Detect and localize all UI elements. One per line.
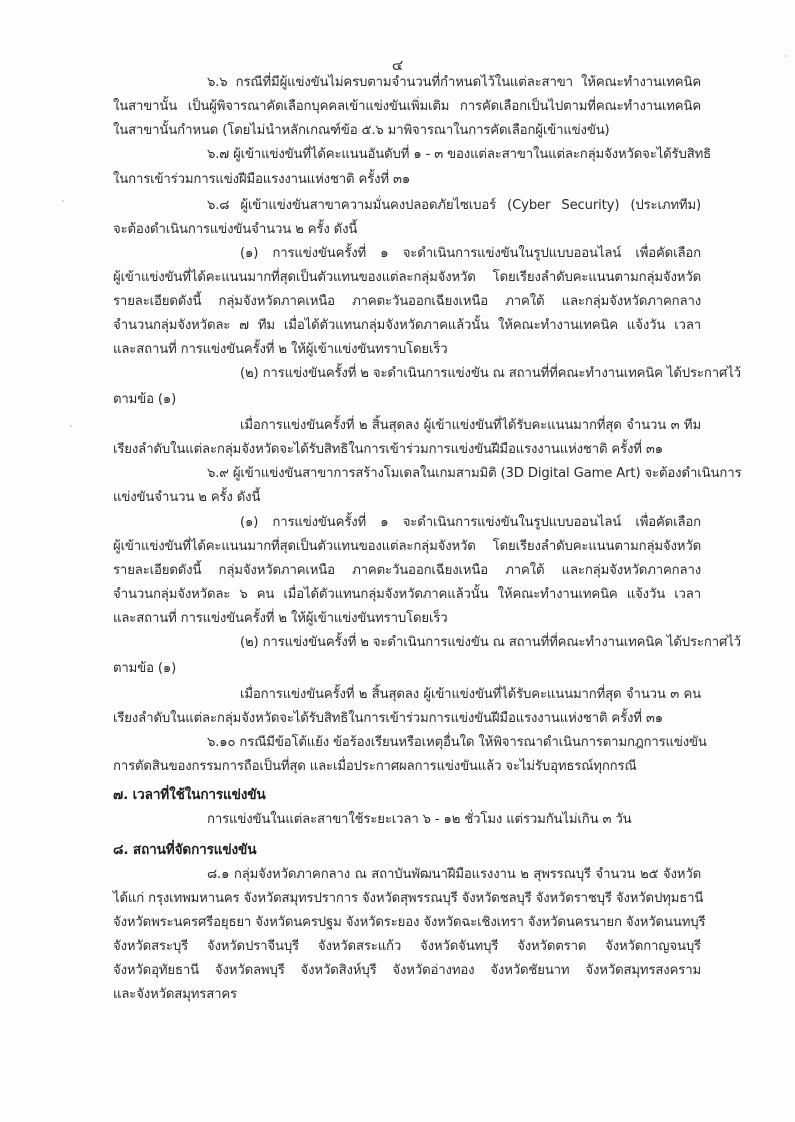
scan-speck [62, 200, 64, 202]
item-8-1-line-2: ได้แก่ กรุงเทพมหานคร จังหวัดสมุทรปราการ จังหวัดสุพรรณบุรี จังหวัดชลบุรี จังหวัดราชบุรี จังหวัดปทุมธานี [113, 891, 704, 906]
item-6-9-sub1-line-1: (๑) การแข่งขันครั้งที่ ๑ จะดำเนินการแข่งขันในรูปแบบออนไลน์ เพื่อคัดเลือก [240, 515, 701, 530]
item-6-9-sub2-line-1: (๒) การแข่งขันครั้งที่ ๒ จะดำเนินการแข่งขัน ณ สถานที่ที่คณะทำงานเทคนิค ได้ประกาศไว้ [240, 635, 741, 650]
item-6-8-sub1-line-4: จำนวนกลุ่มจังหวัดละ ๗ ทีม เมื่อได้ตัวแทนกลุ่มจังหวัดภาคแล้วนั้น ให้คณะทำงานเทคนิค แจ้งวัน เวลา [113, 318, 701, 333]
item-6-6-line-3: ในสาขานั้นกำหนด (โดยไม่นำหลักเกณฑ์ข้อ ๕.๖ มาพิจารณาในการคัดเลือกผู้เข้าแข่งขัน) [113, 123, 610, 138]
item-8-1-line-3: จังหวัดพระนครศรีอยุธยา จังหวัดนครปฐม จังหวัดระยอง จังหวัดฉะเชิงเทรา จังหวัดนครนายก จังหวัดนนทบุรี [113, 915, 706, 930]
item-6-8-result-line-1: เมื่อการแข่งขันครั้งที่ ๒ สิ้นสุดลง ผู้เข้าแข่งขันที่ได้รับคะแนนมากที่สุด จำนวน ๓ ทีม [240, 418, 701, 433]
item-8-1-line-4: จังหวัดสระบุรี จังหวัดปราจีนบุรี จังหวัดสระแก้ว จังหวัดจันทบุรี จังหวัดตราด จังหวัดกาญจนบุรี [113, 939, 701, 954]
item-6-8-sub1-line-5: และสถานที่ การแข่งขันครั้งที่ ๒ ให้ผู้เข้าแข่งขันทราบโดยเร็ว [113, 342, 448, 357]
item-6-8-sub1-line-2: ผู้เข้าแข่งขันที่ได้คะแนนมากที่สุดเป็นตัวแทนของแต่ละกลุ่มจังหวัด โดยเรียงลำดับคะแนนตามกลุ่มจังหวัด [113, 270, 701, 285]
item-8-1-line-5: จังหวัดอุทัยธานี จังหวัดลพบุรี จังหวัดสิงห์บุรี จังหวัดอ่างทอง จังหวัดชัยนาท จังหวัดสมุทรสงคราม [113, 963, 701, 978]
section-7-body: การแข่งขันในแต่ละสาขาใช้ระยะเวลา ๖ - ๑๒ ชั่วโมง แต่รวมกันไม่เกิน ๓ วัน [207, 812, 632, 827]
item-6-9-sub2-line-2: ตามข้อ (๑) [113, 661, 177, 676]
item-6-9-result-line-2: เรียงลำดับในแต่ละกลุ่มจังหวัดจะได้รับสิทธิในการเข้าร่วมการแข่งขันฝีมือแรงงานแห่งชาติ ครั้งที่ ๓๑ [113, 711, 663, 726]
item-6-8-line-1: ๖.๘ ผู้เข้าแข่งขันสาขาความมั่นคงปลอดภัยไซเบอร์ (Cyber Security) (ประเภททีม) [207, 198, 701, 213]
item-6-8-result-line-2: เรียงลำดับในแต่ละกลุ่มจังหวัดจะได้รับสิทธิในการเข้าร่วมการแข่งขันฝีมือแรงงานแห่งชาติ ครั้งที่ ๓๑ [113, 442, 663, 457]
item-6-10-line-1: ๖.๑๐ กรณีมีข้อโต้แย้ง ข้อร้องเรียนหรือเหตุอื่นใด ให้พิจารณาดำเนินการตามกฎการแข่งขัน [207, 735, 707, 750]
item-6-8-sub1-line-1: (๑) การแข่งขันครั้งที่ ๑ จะดำเนินการแข่งขันในรูปแบบออนไลน์ เพื่อคัดเลือก [240, 246, 701, 261]
item-6-8-sub2-line-2: ตามข้อ (๑) [113, 392, 177, 407]
scan-speck [70, 425, 72, 427]
item-6-7-line-2: ในการเข้าร่วมการแข่งฝีมือแรงงานแห่งชาติ ครั้งที่ ๓๑ [113, 172, 411, 187]
item-6-8-sub2-line-1: (๒) การแข่งขันครั้งที่ ๒ จะดำเนินการแข่งขัน ณ สถานที่ที่คณะทำงานเทคนิค ได้ประกาศไว้ [240, 366, 741, 381]
item-6-9-line-1: ๖.๙ ผู้เข้าแข่งขันสาขาการสร้างโมเดลในเกมสามมิติ (3D Digital Game Art) จะต้องดำเนินการ [207, 466, 742, 481]
item-6-9-sub1-line-5: และสถานที่ การแข่งขันครั้งที่ ๒ ให้ผู้เข้าแข่งขันทราบโดยเร็ว [113, 611, 448, 626]
item-6-6-line-1: ๖.๖ กรณีที่มีผู้แข่งขันไม่ครบตามจำนวนที่กำหนดไว้ในแต่ละสาขา ให้คณะทำงานเทคนิค [207, 75, 701, 90]
item-6-10-line-2: การตัดสินของกรรมการถือเป็นที่สุด และเมื่อประกาศผลการแข่งขันแล้ว จะไม่รับอุทธรณ์ทุกกรณี [113, 759, 637, 774]
item-6-6-line-2: ในสาขานั้น เป็นผู้พิจารณาคัดเลือกบุคคลเข้าแข่งขันเพิ่มเติม การคัดเลือกเป็นไปตามที่คณะทำงานเทคนิค [113, 99, 701, 114]
item-8-1-line-6: และจังหวัดสมุทรสาคร [113, 987, 237, 1002]
section-7-heading: ๗. เวลาที่ใช้ในการแข่งขัน [113, 787, 266, 803]
section-8-heading: ๘. สถานที่จัดการแข่งขัน [113, 842, 257, 858]
item-6-9-line-2: แข่งขันจำนวน ๒ ครั้ง ดังนี้ [113, 490, 261, 505]
scan-speck [785, 55, 787, 57]
item-6-8-line-2: จะต้องดำเนินการแข่งขันจำนวน ๒ ครั้ง ดังนี้ [113, 222, 358, 237]
page-number: ๔ [391, 56, 404, 74]
item-6-9-sub1-line-3: รายละเอียดดังนี้ กลุ่มจังหวัดภาคเหนือ ภาคตะวันออกเฉียงเหนือ ภาคใต้ และกลุ่มจังหวัดภาคกลาง [113, 563, 701, 578]
item-6-7-line-1: ๖.๗ ผู้เข้าแข่งขันที่ได้คะแนนอันดับที่ ๑ - ๓ ของแต่ละสาขาในแต่ละกลุ่มจังหวัดจะได้รับสิทธิ [207, 147, 712, 162]
item-6-9-result-line-1: เมื่อการแข่งขันครั้งที่ ๒ สิ้นสุดลง ผู้เข้าแข่งขันที่ได้รับคะแนนมากที่สุด จำนวน ๓ คน [240, 687, 701, 702]
item-6-8-sub1-line-3: รายละเอียดดังนี้ กลุ่มจังหวัดภาคเหนือ ภาคตะวันออกเฉียงเหนือ ภาคใต้ และกลุ่มจังหวัดภาคกลาง [113, 294, 701, 309]
item-8-1-line-1: ๘.๑ กลุ่มจังหวัดภาคกลาง ณ สถาบันพัฒนาฝีมือแรงงาน ๒ สุพรรณบุรี จำนวน ๒๕ จังหวัด [207, 867, 701, 882]
item-6-9-sub1-line-2: ผู้เข้าแข่งขันที่ได้คะแนนมากที่สุดเป็นตัวแทนของแต่ละกลุ่มจังหวัด โดยเรียงลำดับคะแนนตามกลุ่มจังหวัด [113, 539, 701, 554]
item-6-9-sub1-line-4: จำนวนกลุ่มจังหวัดละ ๖ คน เมื่อได้ตัวแทนกลุ่มจังหวัดภาคแล้วนั้น ให้คณะทำงานเทคนิค แจ้งวัน เวลา [113, 587, 701, 602]
